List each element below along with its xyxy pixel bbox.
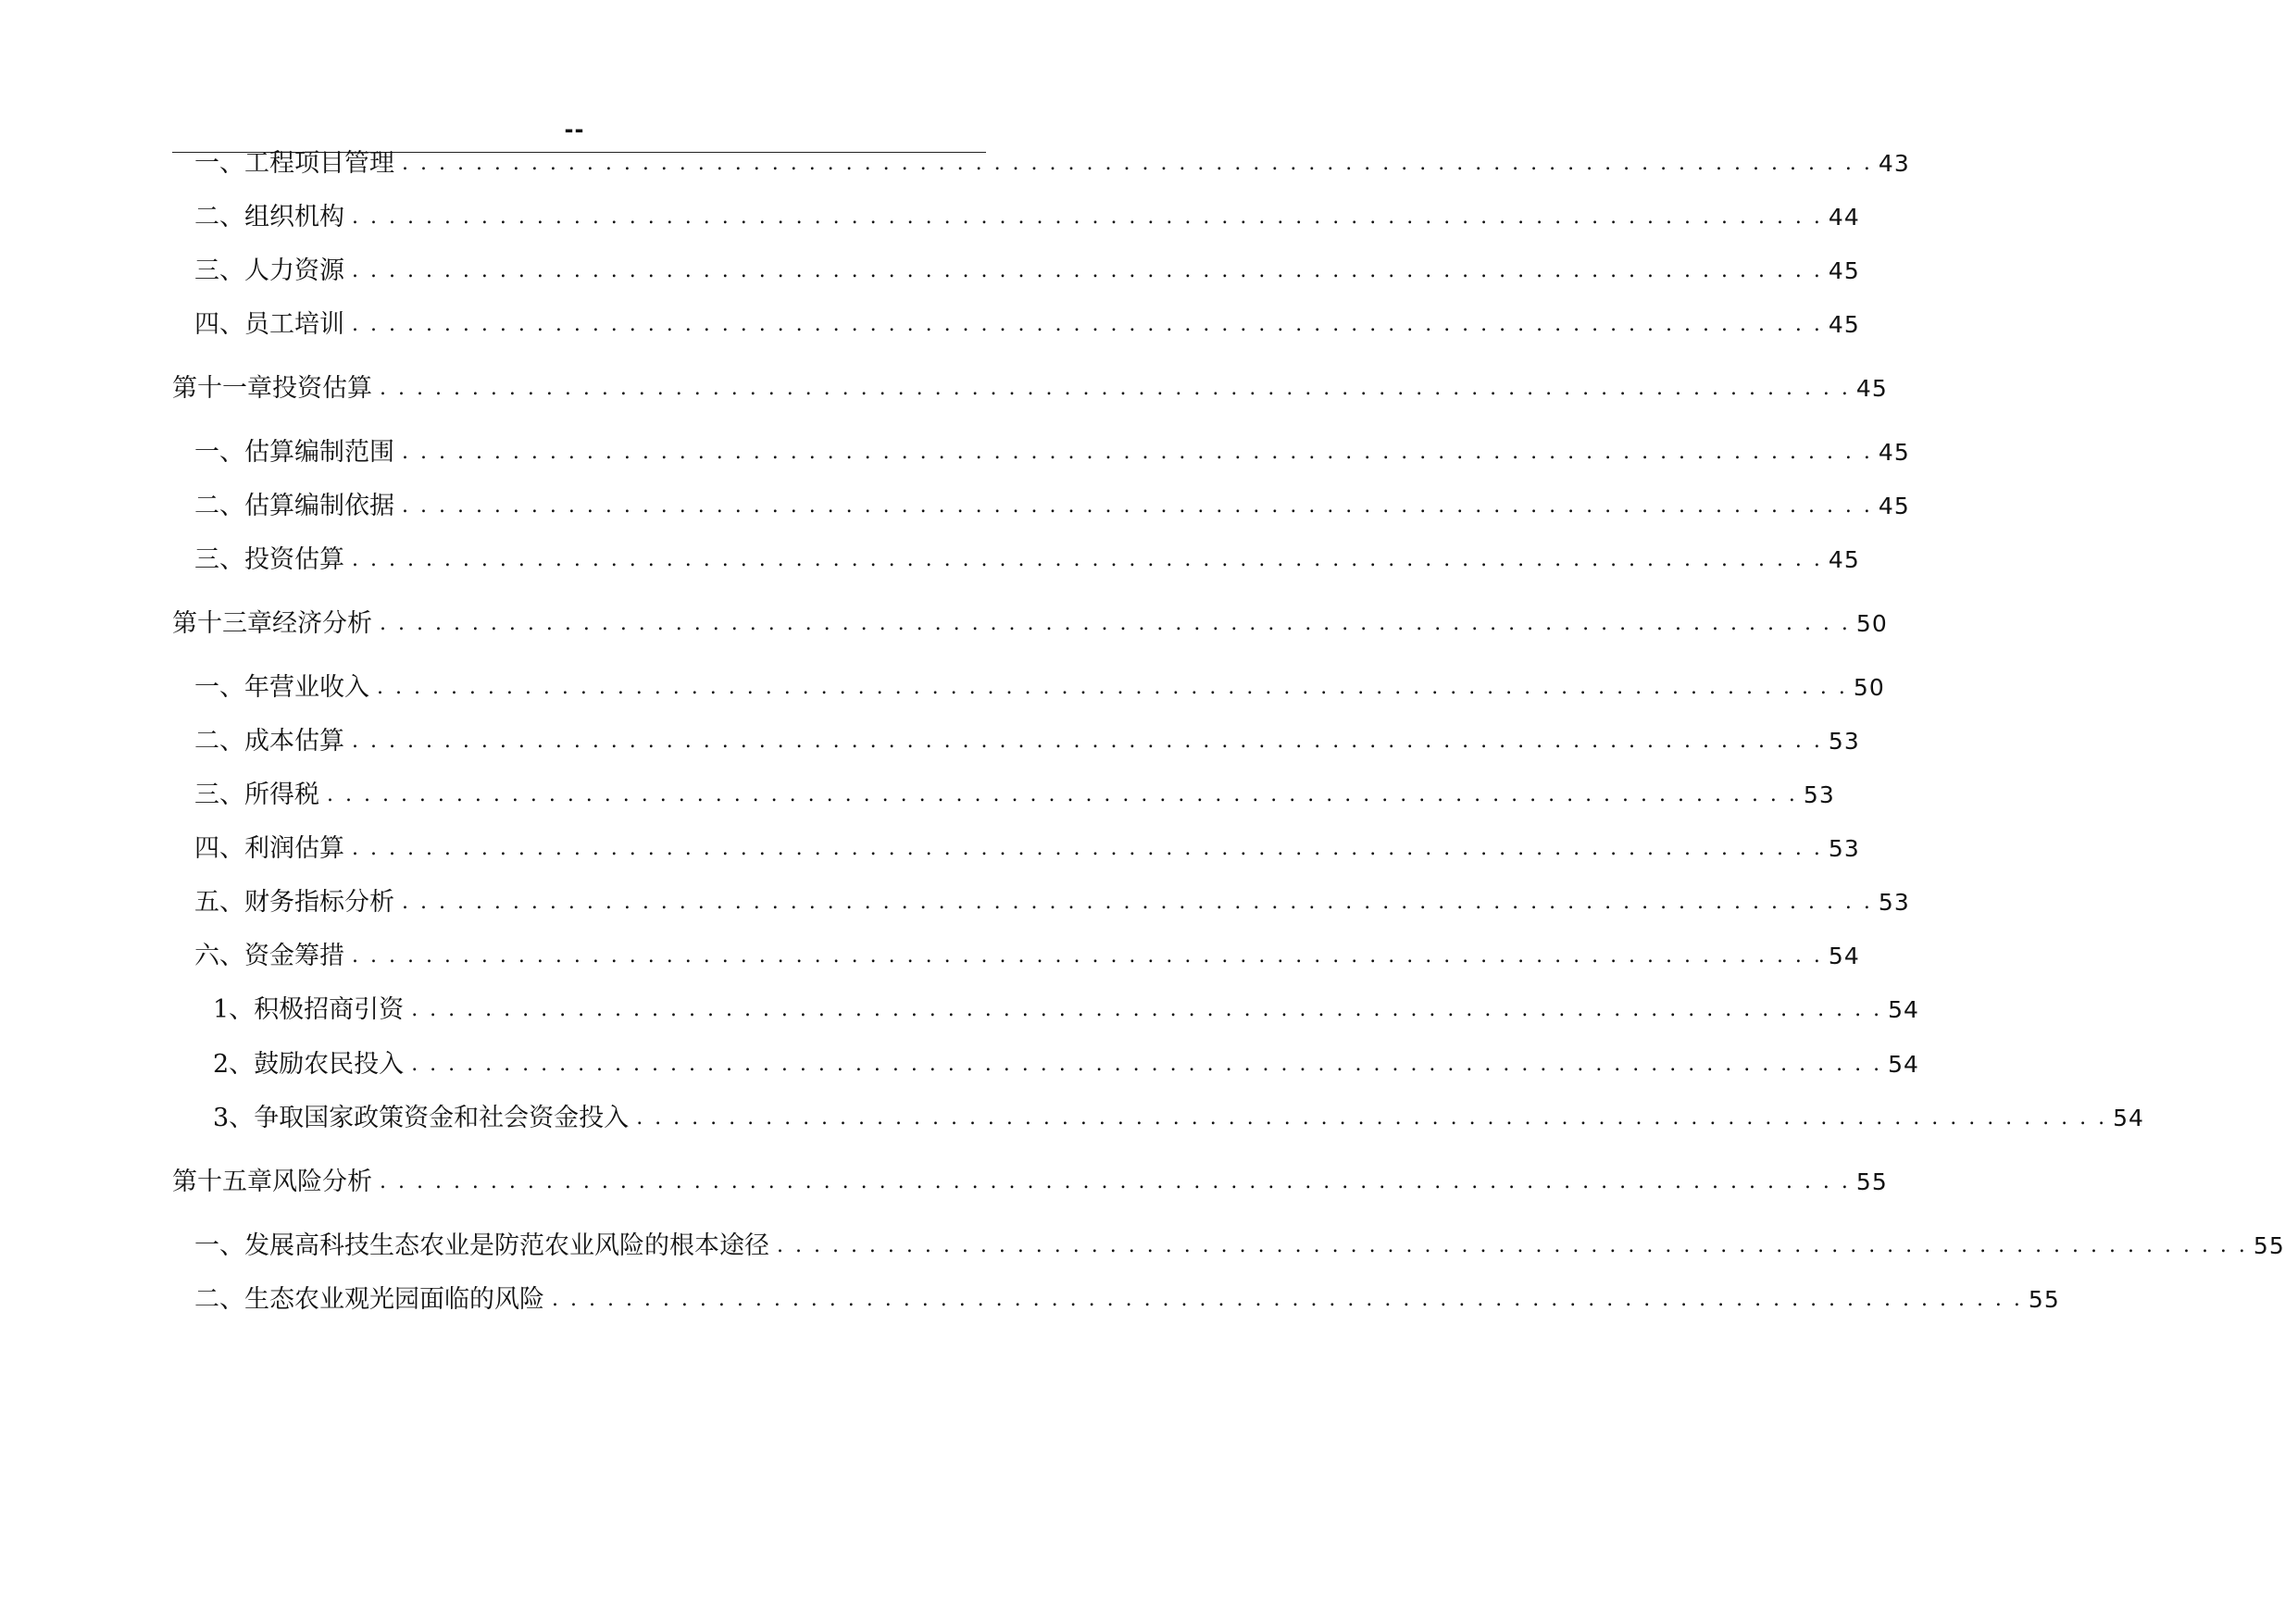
toc-page-number: 45 <box>1878 439 1910 466</box>
toc-dot-leader: . . . . . . . . . . . . . . . . . . . . . . . . . . . . . . . . . . . . . . . . . . . . . . . . . . . . . . . . . . . . . . . . . . . . . . . . . . . . . . . . <box>411 998 1883 1021</box>
toc-entry-number: 二、 <box>194 203 244 231</box>
toc-entry-title: 风险分析 <box>272 1168 372 1196</box>
toc-entry-title: 估算编制范围 <box>244 438 394 467</box>
toc-dot-leader: . . . . . . . . . . . . . . . . . . . . . . . . . . . . . . . . . . . . . . . . . . . . . . . . . . . . . . . . . . . . . . . . . . . . . . . . . . . . . . . . <box>380 1170 1851 1193</box>
toc-page-number: 55 <box>1855 1168 1888 1195</box>
toc-section-entry[interactable] <box>172 1228 2285 1265</box>
toc-subsection-entry[interactable] <box>172 1046 1919 1083</box>
toc-section-entry[interactable] <box>172 542 1860 579</box>
toc-entry-number: 一、 <box>194 149 244 178</box>
toc-section-entry[interactable] <box>172 938 1860 975</box>
toc-page-number: 45 <box>1828 257 1860 284</box>
toc-page-number: 53 <box>1878 889 1910 916</box>
toc-entry-number: 四、 <box>194 310 244 339</box>
toc-page-number: 55 <box>2028 1286 2060 1313</box>
toc-page-number: 45 <box>1828 546 1860 573</box>
toc-entry-number: 第十一章 <box>172 374 272 403</box>
toc-entry-number: 三、 <box>194 781 244 809</box>
toc-section-entry[interactable] <box>172 253 1860 290</box>
toc-dot-leader: . . . . . . . . . . . . . . . . . . . . . . . . . . . . . . . . . . . . . . . . . . . . . . . . . . . . . . . . . . . . . . . . . . . . . . . . . . . . . . . . <box>352 313 1823 336</box>
toc-entry-title: 资金筹措 <box>244 942 344 970</box>
toc-entry-number: 一、 <box>194 673 244 702</box>
toc-entry-number: 二、 <box>194 492 244 520</box>
toc-entry-title: 发展高科技生态农业是防范农业风险的根本途径 <box>244 1231 769 1260</box>
toc-entry-number: 1、 <box>213 995 255 1024</box>
toc-page-number: 44 <box>1828 204 1860 231</box>
toc-section-entry[interactable] <box>172 723 1860 760</box>
toc-entry-title: 成本估算 <box>244 727 344 756</box>
toc-page-number: 50 <box>1855 610 1888 637</box>
toc-entry-number: 第十五章 <box>172 1168 272 1196</box>
toc-page-number: 53 <box>1803 781 1835 808</box>
toc-subsection-entry[interactable] <box>172 992 1919 1029</box>
toc-dot-leader: . . . . . . . . . . . . . . . . . . . . . . . . . . . . . . . . . . . . . . . . . . . . . . . . . . . . . . . . . . . . . . . . . . . . . . . . . . . . . . . . <box>402 891 1873 914</box>
toc-entry-title: 投资估算 <box>244 545 344 574</box>
toc-section-entry[interactable] <box>172 488 1910 525</box>
toc-section-entry[interactable] <box>172 434 1910 471</box>
toc-entry-title: 估算编制依据 <box>244 492 394 520</box>
toc-entry-number: 3、 <box>213 1104 255 1132</box>
toc-dot-leader: . . . . . . . . . . . . . . . . . . . . . . . . . . . . . . . . . . . . . . . . . . . . . . . . . . . . . . . . . . . . . . . . . . . . . . . . . . . . . . . . <box>352 730 1823 753</box>
toc-entry-title: 生态农业观光园面临的风险 <box>244 1285 544 1314</box>
toc-dot-leader: . . . . . . . . . . . . . . . . . . . . . . . . . . . . . . . . . . . . . . . . . . . . . . . . . . . . . . . . . . . . . . . . . . . . . . . . . . . . . . . . <box>352 837 1823 860</box>
toc-entry-title: 所得税 <box>244 781 319 809</box>
toc-dot-leader: . . . . . . . . . . . . . . . . . . . . . . . . . . . . . . . . . . . . . . . . . . . . . . . . . . . . . . . . . . . . . . . . . . . . . . . . . . . . . . . . <box>352 206 1823 229</box>
toc-entry-title: 经济分析 <box>272 609 372 638</box>
toc-entry-number: 三、 <box>194 256 244 285</box>
toc-page-number: 43 <box>1878 150 1910 177</box>
toc-chapter-entry[interactable] <box>172 370 1888 407</box>
toc-entry-number: 五、 <box>194 888 244 917</box>
toc-page-number: 45 <box>1855 375 1888 402</box>
toc-dot-leader: . . . . . . . . . . . . . . . . . . . . . . . . . . . . . . . . . . . . . . . . . . . . . . . . . . . . . . . . . . . . . . . . . . . . . . . . . . . . . . . . <box>552 1288 2023 1311</box>
toc-entry-number: 一、 <box>194 1231 244 1260</box>
toc-entry-title: 争取国家政策资金和社会资金投入 <box>254 1104 630 1132</box>
toc-page-number: 54 <box>1828 943 1860 969</box>
toc-entry-title: 组织机构 <box>244 203 344 231</box>
toc-entry-title: 积极招商引资 <box>254 995 405 1024</box>
toc-dot-leader: . . . . . . . . . . . . . . . . . . . . . . . . . . . . . . . . . . . . . . . . . . . . . . . . . . . . . . . . . . . . . . . . . . . . . . . . . . . . . . . . <box>352 259 1823 282</box>
toc-dot-leader: . . . . . . . . . . . . . . . . . . . . . . . . . . . . . . . . . . . . . . . . . . . . . . . . . . . . . . . . . . . . . . . . . . . . . . . . . . . . . . . . <box>380 377 1851 400</box>
toc-entry-title: 工程项目管理 <box>244 149 394 178</box>
toc-page-number: 45 <box>1878 493 1910 519</box>
header-mark: -- <box>564 117 585 143</box>
toc-dot-leader: . . . . . . . . . . . . . . . . . . . . . . . . . . . . . . . . . . . . . . . . . . . . . . . . . . . . . . . . . . . . . . . . . . . . . . . . . . . . . . . . <box>402 152 1873 175</box>
toc-page-number: 54 <box>1888 1051 1919 1078</box>
toc-entry-number: 二、 <box>194 1285 244 1314</box>
toc-dot-leader: . . . . . . . . . . . . . . . . . . . . . . . . . . . . . . . . . . . . . . . . . . . . . . . . . . . . . . . . . . . . . . . . . . . . . . . . . . . . . . . . <box>402 441 1873 464</box>
toc-dot-leader: . . . . . . . . . . . . . . . . . . . . . . . . . . . . . . . . . . . . . . . . . . . . . . . . . . . . . . . . . . . . . . . . . . . . . . . . . . . . . . . . <box>352 944 1823 968</box>
toc-section-entry[interactable] <box>172 884 1910 921</box>
toc-entry-number: 2、 <box>213 1050 255 1079</box>
toc-entry-number: 三、 <box>194 545 244 574</box>
toc-entry-title: 年营业收入 <box>244 673 369 702</box>
toc-subsection-entry[interactable] <box>172 1100 2144 1137</box>
toc-page-number: 54 <box>1888 996 1919 1023</box>
toc-entry-number: 六、 <box>194 942 244 970</box>
toc-entry-number: 二、 <box>194 727 244 756</box>
toc-page-number: 45 <box>1828 311 1860 338</box>
toc-dot-leader: . . . . . . . . . . . . . . . . . . . . . . . . . . . . . . . . . . . . . . . . . . . . . . . . . . . . . . . . . . . . . . . . . . . . . . . . . . . . . . . . <box>402 494 1873 518</box>
toc-entry-number: 四、 <box>194 834 244 863</box>
toc-section-entry[interactable] <box>172 306 1860 344</box>
toc-entry-number: 一、 <box>194 438 244 467</box>
toc-chapter-entry[interactable] <box>172 606 1888 643</box>
toc-dot-leader: . . . . . . . . . . . . . . . . . . . . . . . . . . . . . . . . . . . . . . . . . . . . . . . . . . . . . . . . . . . . . . . . . . . . . . . . . . . . . . . . <box>777 1234 2248 1257</box>
toc-page-number: 54 <box>2113 1105 2144 1131</box>
toc-page-number: 53 <box>1828 835 1860 862</box>
toc-dot-leader: . . . . . . . . . . . . . . . . . . . . . . . . . . . . . . . . . . . . . . . . . . . . . . . . . . . . . . . . . . . . . . . . . . . . . . . . . . . . . . . . <box>380 612 1851 635</box>
toc-section-entry[interactable] <box>172 831 1860 868</box>
toc-dot-leader: . . . . . . . . . . . . . . . . . . . . . . . . . . . . . . . . . . . . . . . . . . . . . . . . . . . . . . . . . . . . . . . . . . . . . . . . . . . . . . . . <box>411 1053 1883 1076</box>
toc-entry-number: 第十三章 <box>172 609 272 638</box>
toc-section-entry[interactable] <box>172 1281 2060 1318</box>
toc-entry-title: 财务指标分析 <box>244 888 394 917</box>
toc-entry-title: 鼓励农民投入 <box>254 1050 405 1079</box>
toc-entry-title: 人力资源 <box>244 256 344 285</box>
toc-section-entry[interactable] <box>172 669 1885 706</box>
toc-chapter-entry[interactable] <box>172 1164 1888 1201</box>
toc-dot-leader: . . . . . . . . . . . . . . . . . . . . . . . . . . . . . . . . . . . . . . . . . . . . . . . . . . . . . . . . . . . . . . . . . . . . . . . . . . . . . . . . <box>636 1106 2108 1130</box>
toc-section-entry[interactable] <box>172 145 1910 182</box>
toc-dot-leader: . . . . . . . . . . . . . . . . . . . . . . . . . . . . . . . . . . . . . . . . . . . . . . . . . . . . . . . . . . . . . . . . . . . . . . . . . . . . . . . . <box>327 783 1798 806</box>
toc-section-entry[interactable] <box>172 199 1860 236</box>
toc-dot-leader: . . . . . . . . . . . . . . . . . . . . . . . . . . . . . . . . . . . . . . . . . . . . . . . . . . . . . . . . . . . . . . . . . . . . . . . . . . . . . . . . <box>377 676 1848 699</box>
toc-page-number: 50 <box>1853 674 1885 701</box>
toc-entry-title: 利润估算 <box>244 834 344 863</box>
toc-entry-title: 员工培训 <box>244 310 344 339</box>
toc-dot-leader: . . . . . . . . . . . . . . . . . . . . . . . . . . . . . . . . . . . . . . . . . . . . . . . . . . . . . . . . . . . . . . . . . . . . . . . . . . . . . . . . <box>352 548 1823 571</box>
toc-page-number: 55 <box>2253 1232 2285 1259</box>
toc-page-number: 53 <box>1828 728 1860 755</box>
toc-entry-title: 投资估算 <box>272 374 372 403</box>
toc-section-entry[interactable] <box>172 777 1835 814</box>
